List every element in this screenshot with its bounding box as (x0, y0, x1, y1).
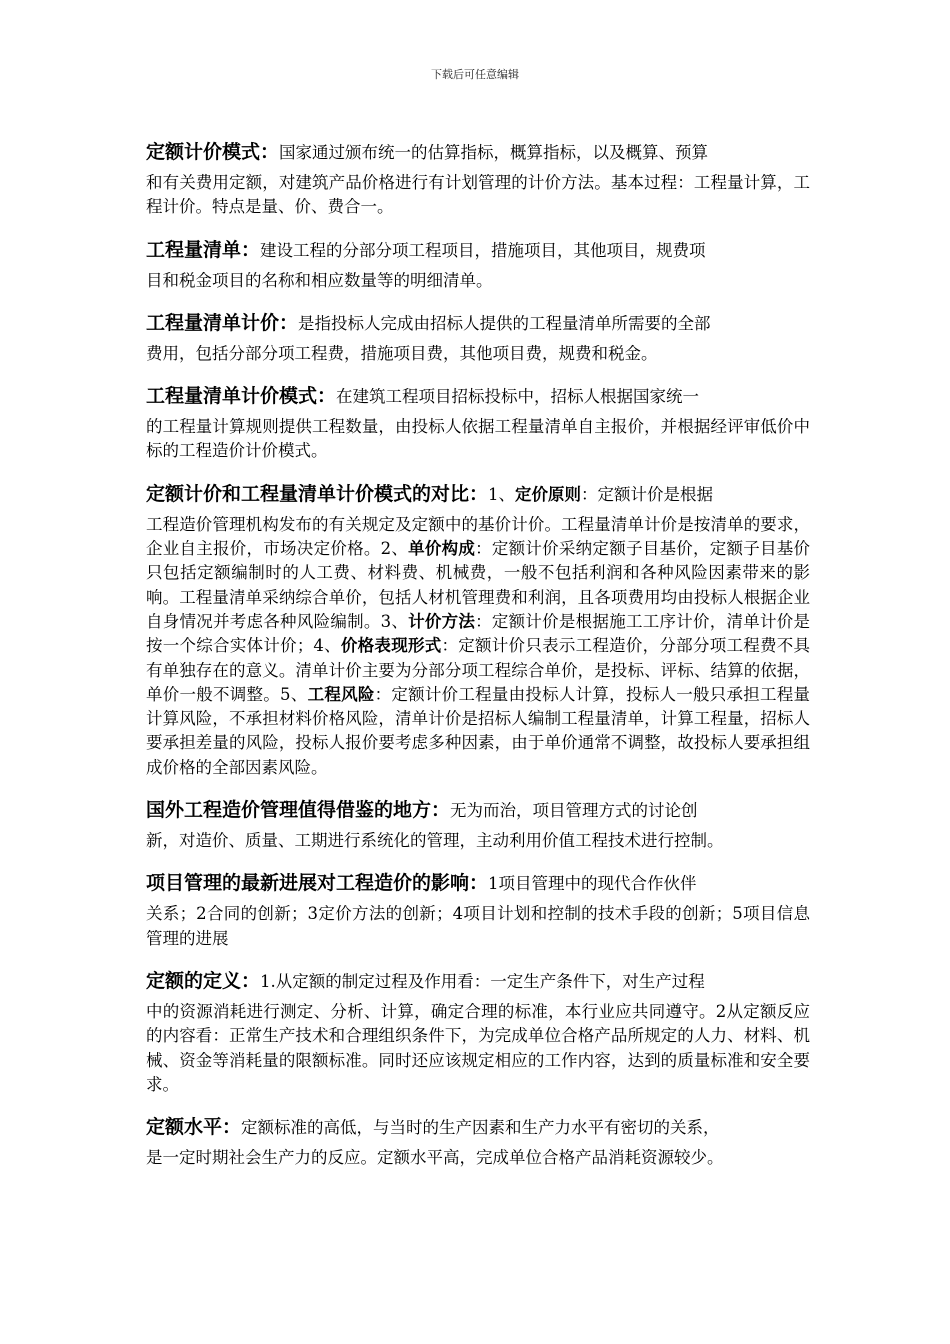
term-heading: 工程量清单计价： (146, 311, 299, 334)
paragraph-segment: 1、 (488, 484, 516, 504)
paragraph-segment: ：定额计价采纳定额子目基价，定额子目基价只包括定额编制时的人工费、材料费、机械费，一般不包括利润和各种风险因素带来的影响。工程量清单采纳综合单价，包括人材机管理费和利润，且各项费用均由投标人根据企业自身情况并考虑各种风险编制。3、 (146, 539, 811, 631)
term-heading: 定额水平： (146, 1116, 242, 1139)
term-heading: 工程量清单计价模式： (146, 385, 337, 408)
paragraph-project-management-progress (146, 865, 810, 951)
paragraph-bill-pricing-mode (146, 378, 810, 464)
paragraph-first-line: 1.从定额的制定过程及作用看：一定生产条件下，对生产过程 (260, 971, 705, 991)
paragraph-text: 关系；2合同的创新；3定价方法的创新；4项目计划和控制的技术手段的创新；5项目信息管理的进展 (146, 904, 810, 948)
paragraph-bill-pricing (146, 305, 810, 366)
paragraph-first-line: 建设工程的分部分项工程项目，措施项目，其他项目，规费项 (260, 240, 706, 260)
page-header: 下载后可任意编辑 (431, 68, 519, 81)
subheading-price-form: 价格表现形式 (340, 636, 442, 656)
subheading-unit-price-composition: 单价构成 (408, 539, 476, 559)
paragraph-bill-of-quantities (146, 232, 810, 293)
paragraph-first-line: 定额标准的高低，与当时的生产因素和生产力水平有密切的关系， (241, 1118, 720, 1138)
term-heading: 定额的定义： (146, 969, 261, 992)
paragraph-first-line: 国家通过颁布统一的估算指标，概算指标，以及概算、预算 (279, 143, 709, 162)
paragraph-segment: ：定额计价工程量由投标人计算，投标人一般只承担工程量计算风险，不承担材料价格风险，清单计价是招标人编制工程量清单，计算工程量，招标人要承担差量的风险，投标人报价要考虑多种因素，由于单价通常不调整，故投标人要承担组成价格的全部因素风险。 (146, 684, 811, 777)
paragraph-first-line: 是指投标人完成由招标人提供的工程量清单所需要的全部 (298, 313, 711, 333)
paragraph-text: 中的资源消耗进行测定、分析、计算，确定合理的标准，本行业应共同遵守。2从定额反应的内容看：正常生产技术和合理组织条件下，为完成单位合格产品所规定的人力、材料、机械、资金等消耗量的限额标准。同时还应该规定相应的工作内容，达到的质量标准和安全要求。 (146, 1001, 810, 1094)
term-heading: 定额计价模式： (146, 141, 280, 163)
term-heading: 项目管理的最新进展对工程造价的影响： (146, 872, 489, 895)
paragraph-text: 的工程量计算规则提供工程数量，由投标人依据工程量清单自主报价，并根据经评审低价中标的工程造价计价模式。 (146, 417, 810, 461)
paragraph-first-line: 1项目管理中的现代合作伙伴 (488, 874, 697, 894)
paragraph-text: 新，对造价、质量、工期进行系统化的管理，主动利用价值工程技术进行控制。 (146, 831, 724, 851)
paragraph-text: 是一定时期社会生产力的反应。定额水平高，完成单位合格产品消耗资源较少。 (146, 1148, 724, 1168)
subheading-pricing-method: 计价方法 (408, 611, 476, 631)
subheading-engineering-risk: 工程风险 (307, 684, 375, 704)
paragraph-text: 目和税金项目的名称和相应数量等的明细清单。 (146, 270, 493, 290)
term-heading: 定额计价和工程量清单计价模式的对比： (146, 482, 489, 505)
document-body (146, 134, 810, 1182)
paragraph-first-line: 无为而治，项目管理方式的讨论创 (450, 801, 698, 821)
paragraph-segment: 工程造价管理机构发布的有关规定及定额中的基价计价。工程量清单计价是按清单的要求，企业自主报价，市场决定价格。2、 (146, 514, 810, 559)
paragraph-segment: ：定额计价是根据施工工序计价，清单计价是按一个综合实体计价；4、 (146, 611, 811, 656)
subheading-pricing-principle: 定价原则 (515, 484, 582, 504)
paragraph-quota-definition (146, 963, 810, 1097)
term-heading: 国外工程造价管理值得借鉴的地方： (146, 799, 451, 822)
paragraph-segment: ：定额计价只表示工程造价，分部分项工程费不具有单独存在的意义。清单计价主要为分部分项工程综合单价，是投标、评标、结算的依据，单价一般不调整。5、 (146, 636, 811, 704)
paragraph-quota-pricing-mode (146, 134, 810, 220)
paragraph-foreign-lessons (146, 792, 810, 853)
paragraph-text: 和有关费用定额，对建筑产品价格进行有计划管理的计价方法。基本过程：工程量计算，工程计价。特点是量、价、费合一。 (146, 173, 810, 217)
paragraph-text: 费用，包括分部分项工程费，措施项目费，其他项目费，规费和税金。 (146, 343, 658, 363)
paragraph-quota-level (146, 1109, 810, 1170)
paragraph-comparison (146, 476, 810, 780)
paragraph-first-line: 在建筑工程项目招标投标中，招标人根据国家统一 (336, 387, 700, 407)
term-heading: 工程量清单： (146, 238, 261, 261)
paragraph-segment: ：定额计价是根据 (581, 484, 714, 504)
